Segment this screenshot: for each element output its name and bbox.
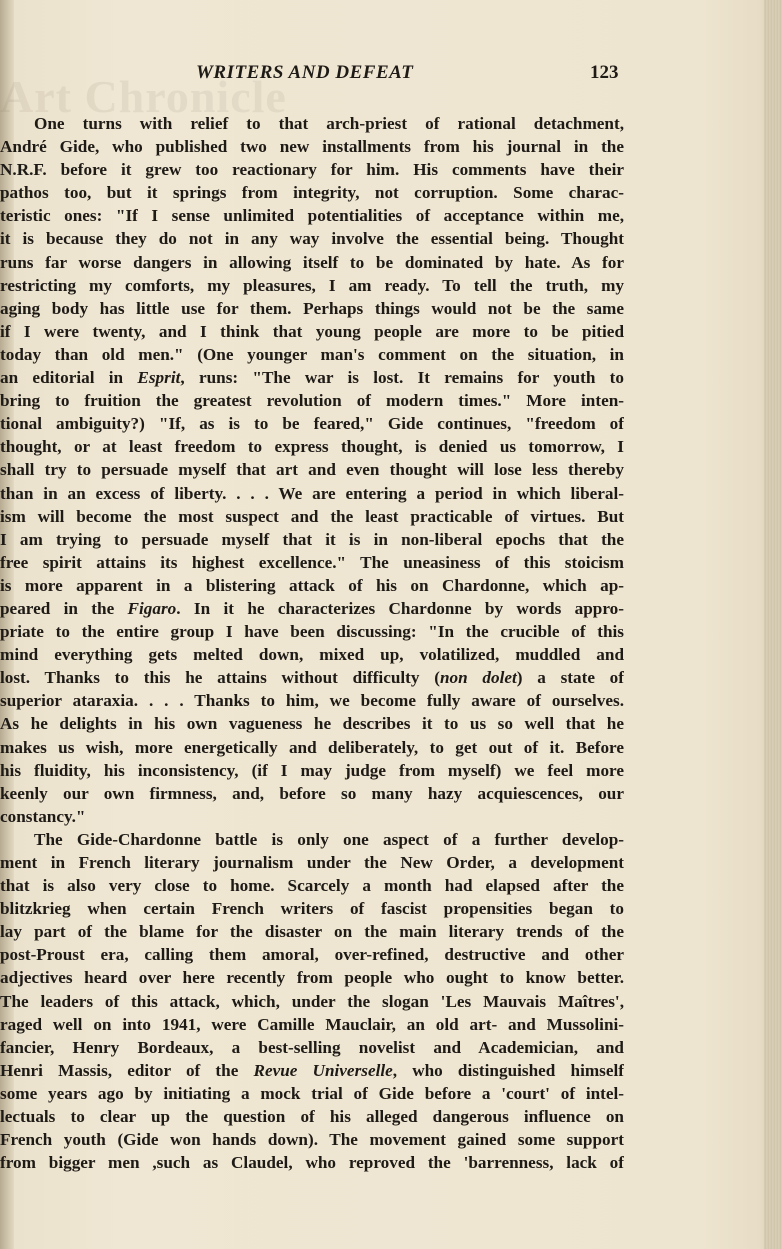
text-line: lectuals to clear up the question of his alleged dangerous influence on xyxy=(0,1107,624,1127)
running-header xyxy=(0,60,782,88)
text-line: adjectives heard over here recently from people who ought to know better. xyxy=(0,968,624,988)
text-line: thought, or at least freedom to express thought, is denied us tomorrow, I xyxy=(0,437,624,457)
text-line: ment in French literary journalism under the New Order, a development xyxy=(0,853,624,872)
text-line: teristic ones: "If I sense unlimited potentialities of acceptance within me, xyxy=(0,206,624,226)
text-line: free spirit attains its highest excellence." The uneasiness of this stoicism xyxy=(0,552,624,572)
text-line: runs far worse dangers in allowing itself to be dominated by hate. As for xyxy=(0,252,624,272)
text-line: post-Proust era, calling them amoral, over-refined, destructive and other xyxy=(0,945,624,965)
text-line: fancier, Henry Bordeaux, a best-selling novelist and Academician, and xyxy=(0,1037,624,1057)
text-line: than in an excess of liberty. . . . We are entering a period in which liberal- xyxy=(0,483,624,503)
italic-title: Figaro xyxy=(127,598,177,618)
text-line: raged well on into 1941, were Camille Mauclair, an old art- and Mussolini- xyxy=(0,1014,624,1034)
text-line: peared in the Figaro. In it he characterizes Chardonne by words appro- xyxy=(0,598,624,618)
text-line: blitzkrieg when certain French writers of fascist propensities began to xyxy=(0,899,624,919)
text-line: today than old men." (One younger man's comment on the situation, in xyxy=(0,344,624,364)
text-line: tional ambiguity?) "If, as is to be feared," Gide continues, "freedom of xyxy=(0,414,624,434)
text-line: The leaders of this attack, which, under the slogan 'Les Mauvais Maîtres', xyxy=(0,991,624,1011)
text-line: an editorial in Esprit, runs: "The war is lost. It remains for youth to xyxy=(0,368,624,388)
text-line: some years ago by initiating a mock trial of Gide before a 'court' of intel- xyxy=(0,1083,624,1103)
text-line: from bigger men ,such as Claudel, who reproved the 'barrenness, lack of xyxy=(0,1153,624,1173)
text-line: that is also very close to home. Scarcely a month had elapsed after the xyxy=(0,876,624,896)
text-line: keenly our own firmness, and, before so many hazy acquiescences, our xyxy=(0,783,624,803)
text-line: is more apparent in a blistering attack of his on Chardonne, which ap- xyxy=(0,575,624,595)
italic-title: Esprit xyxy=(137,368,181,388)
text-line: ism will become the most suspect and the least practicable of virtues. But xyxy=(0,506,624,526)
text-line: priate to the entire group I have been discussing: "In the crucible of this xyxy=(0,622,624,642)
text-line: shall try to persuade myself that art and even thought will lose less thereby xyxy=(0,460,624,480)
text-line: André Gide, who published two new installments from his journal in the xyxy=(0,137,624,157)
text-line: lost. Thanks to this he attains without difficulty (non dolet) a state of xyxy=(0,668,624,688)
text-line: pathos too, but it springs from integrity, not corruption. Some charac- xyxy=(0,183,624,203)
text-line: mind everything gets melted down, mixed up, volatilized, muddled and xyxy=(0,645,624,665)
text-line: N.R.F. before it grew too reactionary for him. His comments have their xyxy=(0,160,624,180)
text-line: if I were twenty, and I think that young people are more to be pitied xyxy=(0,321,624,341)
text-line: The Gide-Chardonne battle is only one aspect of a further develop- xyxy=(34,829,624,849)
text-line: As he delights in his own vagueness he describes it to us so well that he xyxy=(0,714,624,734)
text-line: restricting my comforts, my pleasures, I am ready. To tell the truth, my xyxy=(0,275,624,295)
text-line: it is because they do not in any way involve the essential being. Thought xyxy=(0,229,624,249)
text-line: French youth (Gide won hands down). The movement gained some support xyxy=(0,1130,624,1150)
text-line: lay part of the blame for the disaster on the main literary trends of the xyxy=(0,922,624,942)
running-title: WRITERS AND DEFEAT xyxy=(196,62,414,83)
text-line: his fluidity, his inconsistency, (if I may judge from myself) we feel more xyxy=(0,760,624,780)
text-line: bring to fruition the greatest revolution of modern times." More inten- xyxy=(0,391,624,411)
text-line: constancy." xyxy=(0,806,86,826)
page-edge-stack xyxy=(764,0,782,1249)
text-line: One turns with relief to that arch-priest of rational detachment, xyxy=(34,114,624,133)
body-text xyxy=(0,112,624,1174)
text-line: superior ataraxia. . . . Thanks to him, we become fully aware of ourselves. xyxy=(0,691,624,711)
show-through-text: Art Chronicle xyxy=(0,71,287,122)
text-line: I am trying to persuade myself that it is in non-liberal epochs that the xyxy=(0,529,624,549)
text-line: aging body has little use for them. Perhaps things would not be the same xyxy=(0,298,624,318)
text-line: Henri Massis, editor of the Revue Universelle, who distinguished himself xyxy=(0,1060,624,1080)
page-number: 123 xyxy=(590,62,619,83)
italic-title: non dolet xyxy=(439,668,517,688)
italic-title: Revue Universelle xyxy=(253,1060,393,1080)
text-line: makes us wish, more energetically and deliberately, to get out of it. Before xyxy=(0,737,624,757)
